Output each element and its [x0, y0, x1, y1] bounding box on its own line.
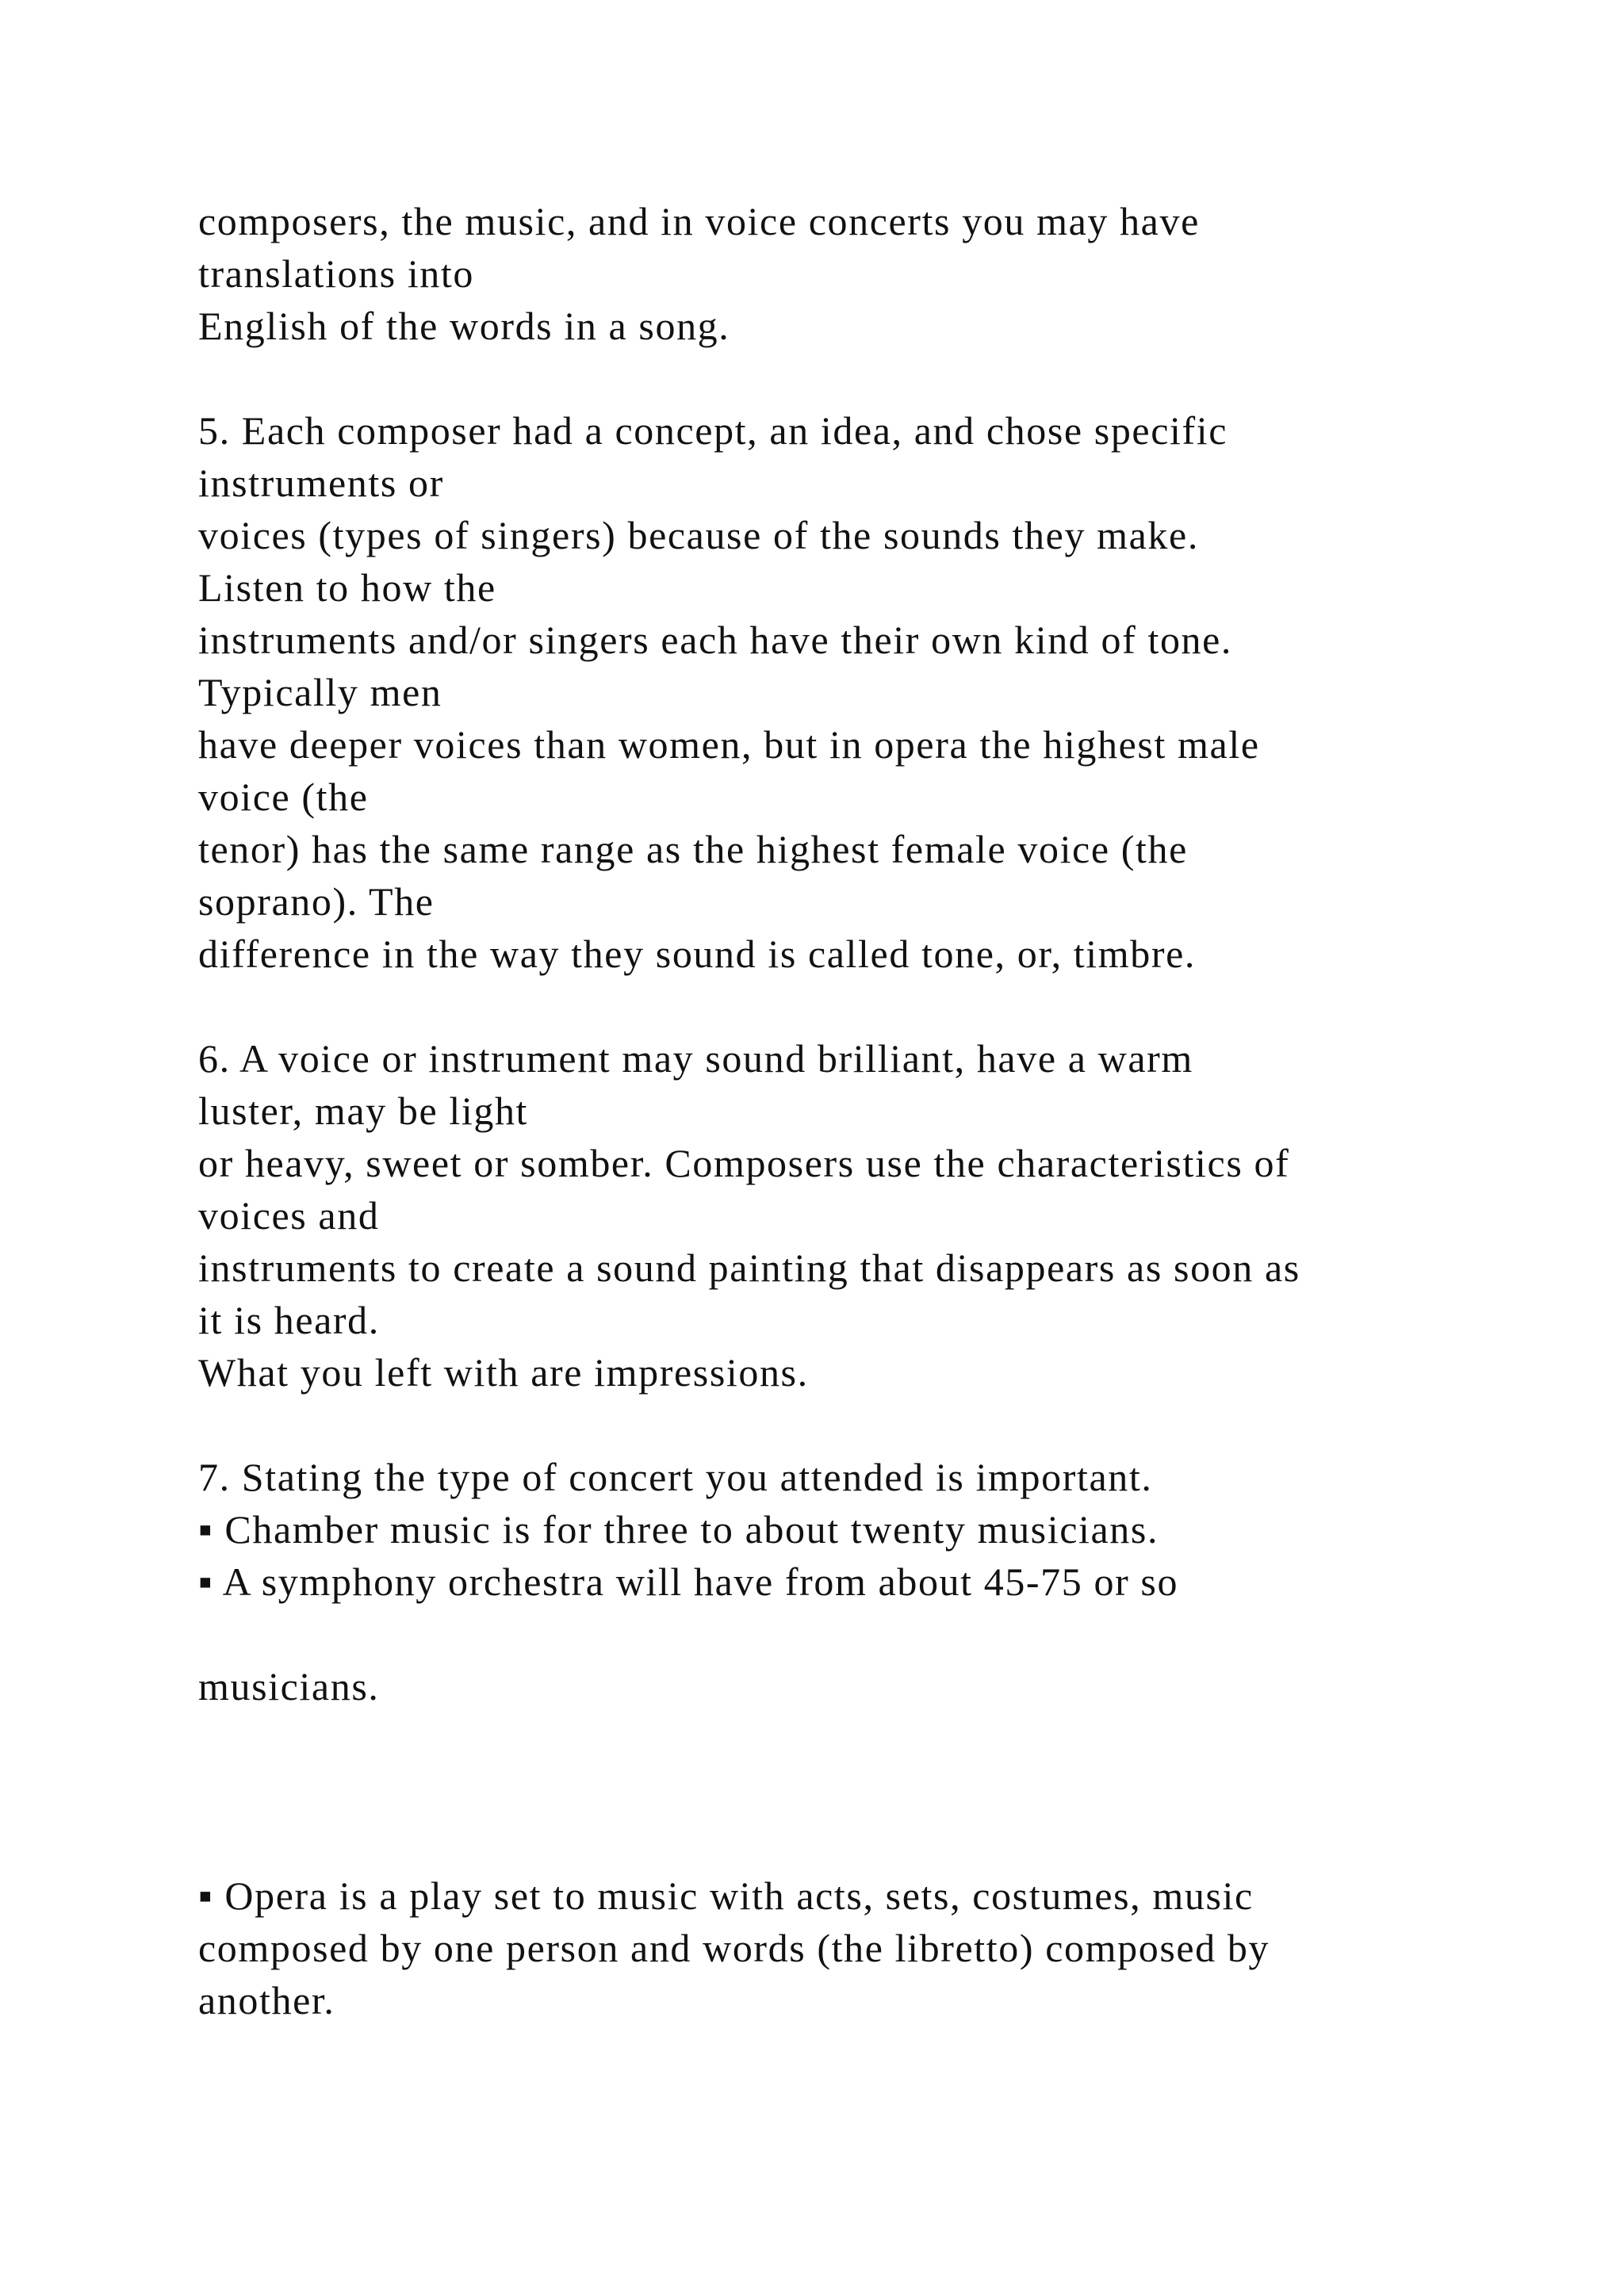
text-line: or heavy, sweet or somber. Composers use the characteristics of: [198, 1141, 1290, 1185]
text-line: English of the words in a song.: [198, 304, 730, 348]
text-line: instruments to create a sound painting that disappears as soon as: [198, 1246, 1300, 1290]
text-line: voices and: [198, 1193, 380, 1238]
text-line: 7. Stating the type of concert you attended is important.: [198, 1455, 1153, 1499]
text-line: voices (types of singers) because of the sounds they make.: [198, 513, 1199, 557]
text-line: composers, the music, and in voice concerts you may have: [198, 199, 1200, 243]
text-line: 6. A voice or instrument may sound brilliant, have a warm: [198, 1036, 1193, 1081]
text-line: have deeper voices than women, but in opera the highest male: [198, 722, 1260, 767]
text-line: What you left with are impressions.: [198, 1350, 809, 1395]
text-line: Listen to how the: [198, 565, 496, 610]
blank-line: [198, 1608, 1546, 1660]
blank-line: [198, 980, 1546, 1032]
text-line: composed by one person and words (the libretto) composed by: [198, 1926, 1270, 1970]
text-line: instruments and/or singers each have their own kind of tone.: [198, 618, 1233, 662]
bullet-line: ▪ Opera is a play set to music with acts, sets, costumes, music: [198, 1873, 1254, 1918]
text-line: musicians.: [198, 1664, 380, 1709]
blank-line: [198, 1817, 1546, 1869]
text-line: it is heard.: [198, 1298, 380, 1342]
text-line: soprano). The: [198, 879, 435, 924]
text-line: voice (the: [198, 775, 369, 819]
text-line: difference in the way they sound is called tone, or, timbre.: [198, 932, 1196, 976]
blank-line: [198, 352, 1546, 404]
bullet-line: ▪ A symphony orchestra will have from about 45-75 or so: [198, 1559, 1179, 1604]
text-line: instruments or: [198, 461, 444, 505]
blank-line: [198, 1712, 1546, 1765]
document-body: [198, 195, 1546, 2026]
blank-line: [198, 1399, 1546, 1451]
text-line: 5. Each composer had a concept, an idea, and chose specific: [198, 408, 1228, 453]
text-line: Typically men: [198, 670, 442, 714]
text-line: another.: [198, 1978, 335, 2022]
bullet-line: ▪ Chamber music is for three to about twenty musicians.: [198, 1507, 1159, 1552]
blank-line: [198, 1765, 1546, 1817]
text-line: luster, may be light: [198, 1089, 529, 1133]
text-line: tenor) has the same range as the highest female voice (the: [198, 827, 1188, 871]
text-line: translations into: [198, 251, 475, 296]
